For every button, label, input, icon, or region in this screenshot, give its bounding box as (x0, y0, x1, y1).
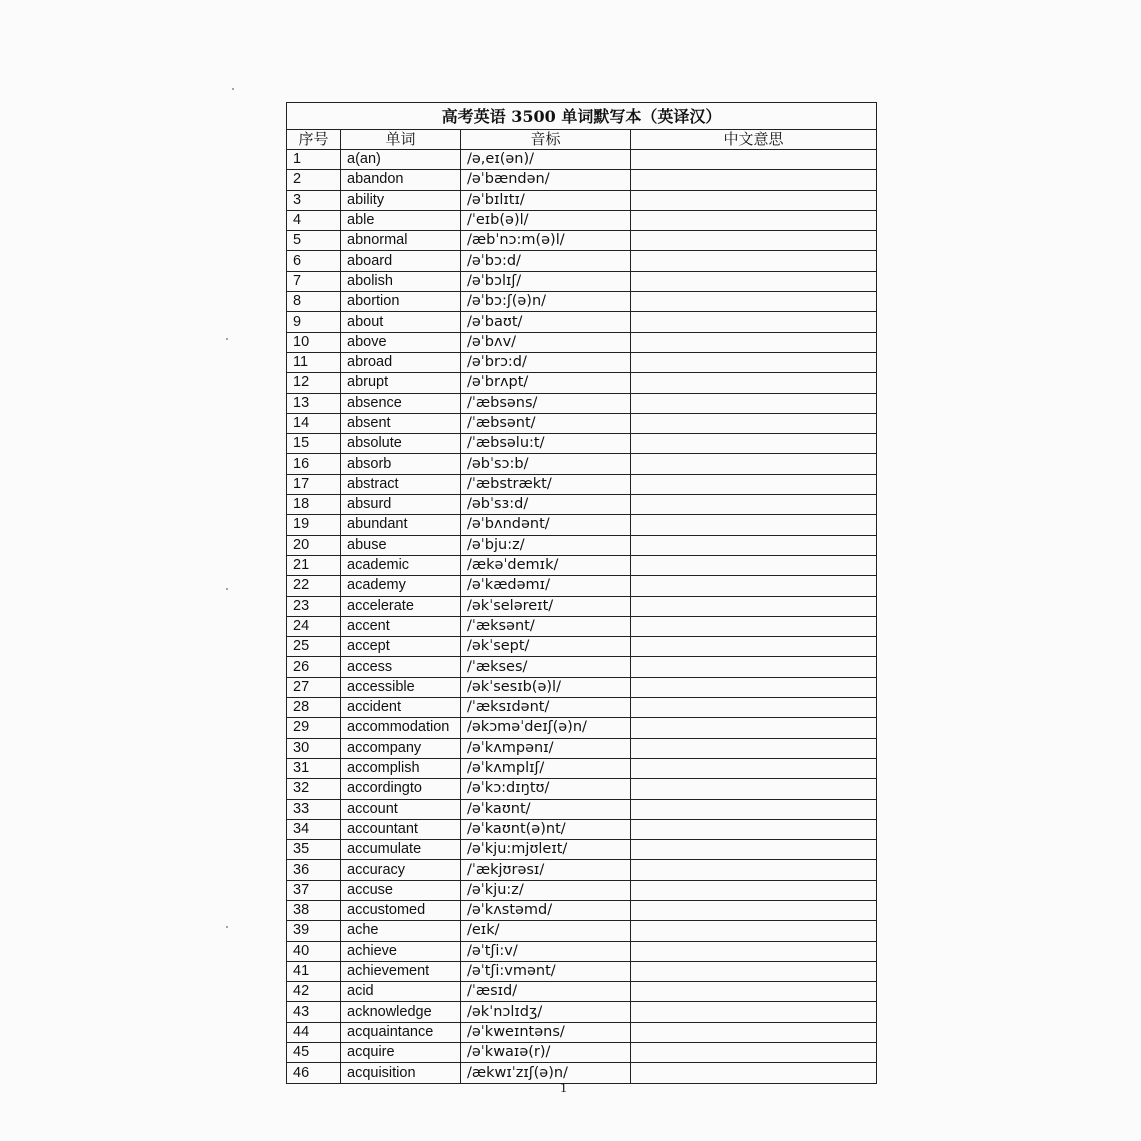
row-phonetic: /ˈæksɪdənt/ (461, 698, 631, 718)
row-meaning-blank[interactable] (631, 779, 877, 799)
row-phonetic: /əbˈsɜ:d/ (461, 495, 631, 515)
row-word: absorb (341, 454, 461, 474)
row-phonetic: /əˈbɔ:ʃ(ə)n/ (461, 292, 631, 312)
row-word: accent (341, 616, 461, 636)
row-word: accommodation (341, 718, 461, 738)
header-number: 序号 (287, 130, 341, 150)
row-meaning-blank[interactable] (631, 515, 877, 535)
row-word: accuracy (341, 860, 461, 880)
row-word: accuse (341, 880, 461, 900)
row-phonetic: /əˈkweɪntəns/ (461, 1022, 631, 1042)
row-meaning-blank[interactable] (631, 271, 877, 291)
row-meaning-blank[interactable] (631, 312, 877, 332)
row-phonetic: /əˈkaʊnt/ (461, 799, 631, 819)
row-meaning-blank[interactable] (631, 190, 877, 210)
row-word: accumulate (341, 840, 461, 860)
row-phonetic: /æbˈnɔ:m(ə)l/ (461, 231, 631, 251)
row-word: abortion (341, 292, 461, 312)
row-number: 41 (287, 961, 341, 981)
row-word: achievement (341, 961, 461, 981)
row-word: accustomed (341, 900, 461, 920)
row-number: 22 (287, 576, 341, 596)
row-word: abrupt (341, 373, 461, 393)
table-row (287, 413, 877, 433)
row-number: 33 (287, 799, 341, 819)
row-meaning-blank[interactable] (631, 961, 877, 981)
table-row (287, 616, 877, 636)
row-number: 42 (287, 982, 341, 1002)
row-phonetic: /əˈbrɔ:d/ (461, 352, 631, 372)
row-phonetic: /əˈbrʌpt/ (461, 373, 631, 393)
row-phonetic: /əˈkædəmɪ/ (461, 576, 631, 596)
row-meaning-blank[interactable] (631, 352, 877, 372)
row-phonetic: /ˈæbsəns/ (461, 393, 631, 413)
row-phonetic: /əˈbɪlɪtɪ/ (461, 190, 631, 210)
table-row (287, 819, 877, 839)
row-phonetic: /ˈækjʊrəsɪ/ (461, 860, 631, 880)
row-phonetic: /eɪk/ (461, 921, 631, 941)
row-number: 34 (287, 819, 341, 839)
row-meaning-blank[interactable] (631, 251, 877, 271)
row-number: 16 (287, 454, 341, 474)
row-number: 46 (287, 1063, 341, 1083)
row-phonetic: /ˈæbsəlu:t/ (461, 434, 631, 454)
row-phonetic: /əˈtʃi:vmənt/ (461, 961, 631, 981)
row-number: 2 (287, 170, 341, 190)
row-number: 45 (287, 1043, 341, 1063)
row-phonetic: /ækwɪˈzɪʃ(ə)n/ (461, 1063, 631, 1083)
row-phonetic: /əˈbɔlɪʃ/ (461, 271, 631, 291)
row-number: 18 (287, 495, 341, 515)
row-meaning-blank[interactable] (631, 900, 877, 920)
row-word: abstract (341, 474, 461, 494)
row-phonetic: /əˈkju:mjʊleɪt/ (461, 840, 631, 860)
row-number: 28 (287, 698, 341, 718)
table-row (287, 170, 877, 190)
row-number: 24 (287, 616, 341, 636)
row-meaning-blank[interactable] (631, 758, 877, 778)
row-meaning-blank[interactable] (631, 1022, 877, 1042)
row-word: abnormal (341, 231, 461, 251)
row-word: aboard (341, 251, 461, 271)
row-word: acquaintance (341, 1022, 461, 1042)
row-number: 37 (287, 880, 341, 900)
row-number: 23 (287, 596, 341, 616)
table-row (287, 312, 877, 332)
row-phonetic: /əkˈsept/ (461, 637, 631, 657)
table-row (287, 941, 877, 961)
row-meaning-blank[interactable] (631, 231, 877, 251)
header-meaning: 中文意思 (631, 130, 877, 150)
row-phonetic: /əˈkɔ:dɪŋtʊ/ (461, 779, 631, 799)
row-number: 25 (287, 637, 341, 657)
row-meaning-blank[interactable] (631, 332, 877, 352)
row-meaning-blank[interactable] (631, 982, 877, 1002)
row-meaning-blank[interactable] (631, 921, 877, 941)
row-word: able (341, 210, 461, 230)
table-row (287, 393, 877, 413)
row-meaning-blank[interactable] (631, 799, 877, 819)
table-row (287, 515, 877, 535)
row-phonetic: /əˈkʌmpənɪ/ (461, 738, 631, 758)
row-number: 10 (287, 332, 341, 352)
table-row (287, 251, 877, 271)
row-meaning-blank[interactable] (631, 596, 877, 616)
row-phonetic: /əbˈsɔ:b/ (461, 454, 631, 474)
row-word: a(an) (341, 150, 461, 170)
row-word: accept (341, 637, 461, 657)
row-phonetic: /əˈkʌstəmd/ (461, 900, 631, 920)
row-meaning-blank[interactable] (631, 718, 877, 738)
row-meaning-blank[interactable] (631, 393, 877, 413)
table-title: 高考英语 3500 单词默写本（英译汉） (287, 103, 877, 130)
row-meaning-blank[interactable] (631, 698, 877, 718)
row-word: accompany (341, 738, 461, 758)
row-meaning-blank[interactable] (631, 454, 877, 474)
row-number: 5 (287, 231, 341, 251)
row-meaning-blank[interactable] (631, 210, 877, 230)
row-number: 19 (287, 515, 341, 535)
row-word: abroad (341, 352, 461, 372)
row-word: achieve (341, 941, 461, 961)
row-meaning-blank[interactable] (631, 657, 877, 677)
row-phonetic: /əˈbaʊt/ (461, 312, 631, 332)
row-phonetic: /əkɔməˈdeɪʃ(ə)n/ (461, 718, 631, 738)
scan-speck (226, 338, 228, 340)
table-row (287, 1002, 877, 1022)
row-word: abolish (341, 271, 461, 291)
row-meaning-blank[interactable] (631, 1043, 877, 1063)
header-word: 单词 (341, 130, 461, 150)
row-word: academy (341, 576, 461, 596)
row-word: absurd (341, 495, 461, 515)
table-row (287, 576, 877, 596)
row-meaning-blank[interactable] (631, 170, 877, 190)
row-number: 44 (287, 1022, 341, 1042)
row-number: 3 (287, 190, 341, 210)
table-row (287, 657, 877, 677)
row-word: accomplish (341, 758, 461, 778)
table-row (287, 718, 877, 738)
table-row (287, 799, 877, 819)
row-number: 14 (287, 413, 341, 433)
row-meaning-blank[interactable] (631, 840, 877, 860)
table-row (287, 292, 877, 312)
row-number: 17 (287, 474, 341, 494)
row-word: access (341, 657, 461, 677)
scan-speck (226, 588, 228, 590)
row-meaning-blank[interactable] (631, 535, 877, 555)
row-number: 7 (287, 271, 341, 291)
row-phonetic: /əˈbʌv/ (461, 332, 631, 352)
table-row (287, 555, 877, 575)
row-number: 20 (287, 535, 341, 555)
header-phonetic: 音标 (461, 130, 631, 150)
row-phonetic: /əˈtʃi:v/ (461, 941, 631, 961)
row-phonetic: /ˈæsɪd/ (461, 982, 631, 1002)
row-number: 43 (287, 1002, 341, 1022)
row-number: 29 (287, 718, 341, 738)
row-meaning-blank[interactable] (631, 637, 877, 657)
table-row (287, 231, 877, 251)
row-phonetic: /ˈækses/ (461, 657, 631, 677)
row-word: about (341, 312, 461, 332)
row-word: absence (341, 393, 461, 413)
row-phonetic: /əˈbʌndənt/ (461, 515, 631, 535)
table-row (287, 860, 877, 880)
row-meaning-blank[interactable] (631, 434, 877, 454)
row-word: absent (341, 413, 461, 433)
page-number: 1 (560, 1081, 567, 1096)
table-row (287, 900, 877, 920)
row-word: accelerate (341, 596, 461, 616)
row-meaning-blank[interactable] (631, 495, 877, 515)
row-word: above (341, 332, 461, 352)
row-meaning-blank[interactable] (631, 413, 877, 433)
table-row (287, 698, 877, 718)
row-phonetic: /əkˈseləreɪt/ (461, 596, 631, 616)
row-number: 30 (287, 738, 341, 758)
table-row (287, 779, 877, 799)
row-number: 9 (287, 312, 341, 332)
row-phonetic: /ækəˈdemɪk/ (461, 555, 631, 575)
row-word: accident (341, 698, 461, 718)
table-row (287, 210, 877, 230)
table-row (287, 474, 877, 494)
row-meaning-blank[interactable] (631, 1002, 877, 1022)
row-number: 27 (287, 677, 341, 697)
row-word: abundant (341, 515, 461, 535)
row-meaning-blank[interactable] (631, 373, 877, 393)
row-meaning-blank[interactable] (631, 819, 877, 839)
row-number: 36 (287, 860, 341, 880)
row-meaning-blank[interactable] (631, 1063, 877, 1083)
row-number: 8 (287, 292, 341, 312)
row-number: 35 (287, 840, 341, 860)
scan-speck (226, 926, 228, 928)
row-phonetic: /əˈkwaɪə(r)/ (461, 1043, 631, 1063)
table-row (287, 150, 877, 170)
row-phonetic: /əˈbɔ:d/ (461, 251, 631, 271)
table-row (287, 961, 877, 981)
table-row (287, 982, 877, 1002)
row-meaning-blank[interactable] (631, 576, 877, 596)
table-row (287, 190, 877, 210)
table-row (287, 921, 877, 941)
row-word: ache (341, 921, 461, 941)
row-word: account (341, 799, 461, 819)
row-phonetic: /ˈeɪb(ə)l/ (461, 210, 631, 230)
table-row (287, 840, 877, 860)
row-number: 40 (287, 941, 341, 961)
row-meaning-blank[interactable] (631, 738, 877, 758)
vocabulary-table (286, 102, 877, 1084)
row-phonetic: /ə,eɪ(ən)/ (461, 150, 631, 170)
table-row (287, 495, 877, 515)
row-number: 32 (287, 779, 341, 799)
table-row (287, 332, 877, 352)
row-word: academic (341, 555, 461, 575)
row-word: accordingto (341, 779, 461, 799)
table-row (287, 434, 877, 454)
row-word: acid (341, 982, 461, 1002)
table-row (287, 454, 877, 474)
row-number: 4 (287, 210, 341, 230)
row-meaning-blank[interactable] (631, 555, 877, 575)
row-word: acquire (341, 1043, 461, 1063)
table-row (287, 352, 877, 372)
row-number: 39 (287, 921, 341, 941)
table-row (287, 1063, 877, 1083)
row-phonetic: /əˈbju:z/ (461, 535, 631, 555)
row-meaning-blank[interactable] (631, 292, 877, 312)
row-meaning-blank[interactable] (631, 616, 877, 636)
row-phonetic: /ˈæksənt/ (461, 616, 631, 636)
row-number: 26 (287, 657, 341, 677)
row-number: 21 (287, 555, 341, 575)
row-phonetic: /ˈæbsənt/ (461, 413, 631, 433)
row-phonetic: /əˈkju:z/ (461, 880, 631, 900)
row-phonetic: /əkˈnɔlɪdʒ/ (461, 1002, 631, 1022)
row-meaning-blank[interactable] (631, 150, 877, 170)
row-number: 11 (287, 352, 341, 372)
row-meaning-blank[interactable] (631, 880, 877, 900)
row-meaning-blank[interactable] (631, 474, 877, 494)
table-row (287, 1043, 877, 1063)
row-meaning-blank[interactable] (631, 941, 877, 961)
row-phonetic: /əˈbændən/ (461, 170, 631, 190)
table-row (287, 758, 877, 778)
table-row (287, 637, 877, 657)
scan-speck (232, 88, 234, 90)
row-word: ability (341, 190, 461, 210)
row-word: acknowledge (341, 1002, 461, 1022)
row-number: 38 (287, 900, 341, 920)
row-word: abandon (341, 170, 461, 190)
row-word: absolute (341, 434, 461, 454)
table-row (287, 373, 877, 393)
table-row (287, 535, 877, 555)
row-word: accessible (341, 677, 461, 697)
row-phonetic: /əˈkʌmplɪʃ/ (461, 758, 631, 778)
row-number: 31 (287, 758, 341, 778)
table-row (287, 677, 877, 697)
table-row (287, 880, 877, 900)
row-number: 1 (287, 150, 341, 170)
row-phonetic: /ˈæbstrækt/ (461, 474, 631, 494)
row-number: 15 (287, 434, 341, 454)
table-row (287, 1022, 877, 1042)
table-row (287, 271, 877, 291)
row-number: 13 (287, 393, 341, 413)
row-meaning-blank[interactable] (631, 677, 877, 697)
row-meaning-blank[interactable] (631, 860, 877, 880)
table-row (287, 596, 877, 616)
row-phonetic: /əˈkaʊnt(ə)nt/ (461, 819, 631, 839)
row-word: acquisition (341, 1063, 461, 1083)
row-number: 12 (287, 373, 341, 393)
row-word: accountant (341, 819, 461, 839)
row-number: 6 (287, 251, 341, 271)
table-row (287, 738, 877, 758)
row-word: abuse (341, 535, 461, 555)
row-phonetic: /əkˈsesɪb(ə)l/ (461, 677, 631, 697)
